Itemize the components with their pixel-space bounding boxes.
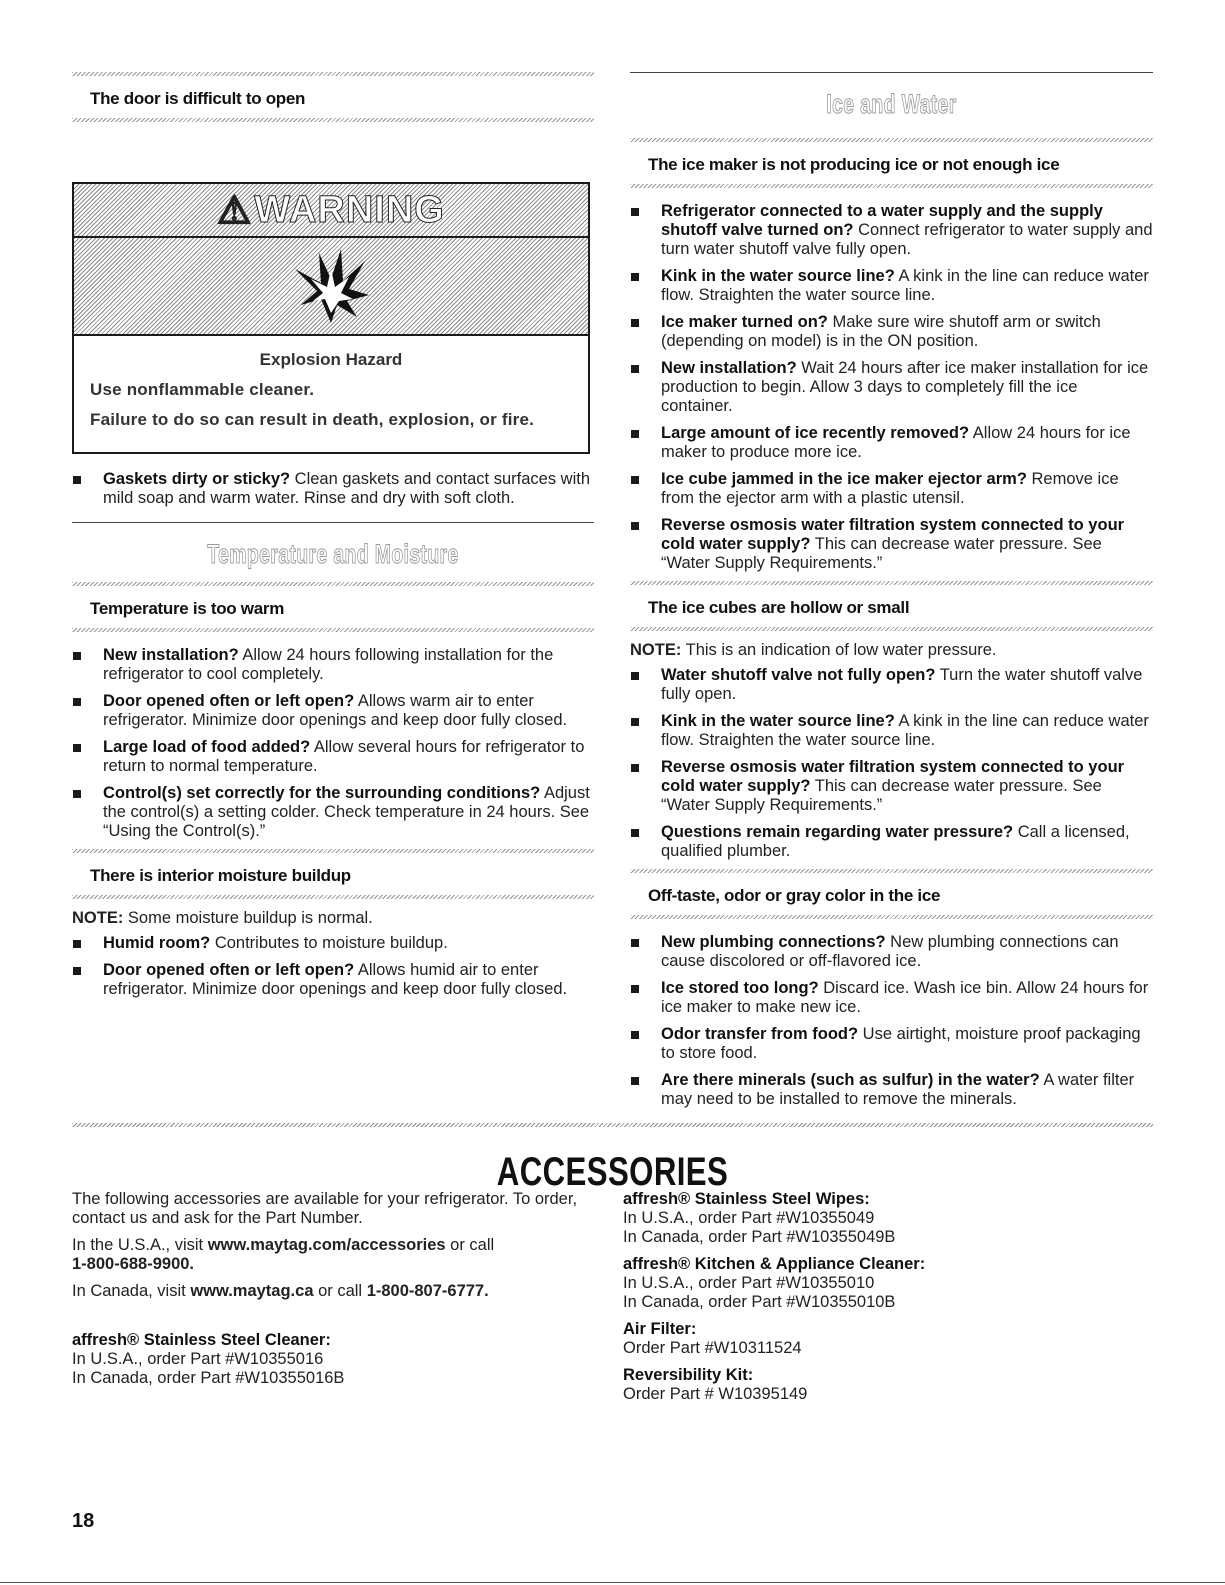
accessories-right xyxy=(623,1190,1143,1412)
list-item: Large amount of ice recently removed? Allow 24 hours for ice maker to produce more ice. xyxy=(630,424,1153,462)
accessories-usa: In the U.S.A., visit www.maytag.com/accessories or call 1-800-688-9900. xyxy=(72,1236,495,1273)
subheading-not-producing xyxy=(630,138,1153,188)
subheading-door xyxy=(72,72,594,122)
subheading-hollow xyxy=(630,581,1153,631)
list-item: Are there minerals (such as sulfur) in the water? A water filter may need to be installed to remove the minerals. xyxy=(630,1071,1153,1109)
warning-label: WARNING xyxy=(254,188,445,231)
warning-header xyxy=(74,184,588,238)
section-title-ice-water: Ice and Water xyxy=(826,89,957,119)
list-item: Reverse osmosis water filtration system connected to your cold water supply? This can decrease water pressure. See “Water Supply Requirements.” xyxy=(630,516,1153,573)
bottom-rule xyxy=(0,1582,1225,1583)
list-item: Door opened often or left open? Allows warm air to enter refrigerator. Minimize door openings and keep door fully closed. xyxy=(72,692,594,730)
right-column xyxy=(630,72,1153,1117)
warning-line-1: Use nonflammable cleaner. xyxy=(90,380,315,399)
accessories-left xyxy=(72,1190,612,1396)
accessory-item: affresh® Kitchen & Appliance Cleaner: In U.S.A., order Part #W10355010 In Canada, order Part #W10355010B xyxy=(623,1255,926,1311)
subheading-hollow-text: The ice cubes are hollow or small xyxy=(648,598,910,617)
list-item: Large load of food added? Allow several hours for refrigerator to return to normal temperature. xyxy=(72,738,594,776)
accessories-intro: The following accessories are available for your refrigerator. To order, contact us and ask for the Part Number. xyxy=(72,1190,578,1227)
list-item: Water shutoff valve not fully open? Turn the water shutoff valve fully open. xyxy=(630,666,1153,704)
list-item: Gaskets dirty or sticky? Clean gaskets and contact surfaces with mild soap and warm water. Rinse and dry with soft cloth. xyxy=(72,470,594,508)
list-item: New plumbing connections? New plumbing connections can cause discolored or off-flavored ice. xyxy=(630,933,1153,971)
list-item: Ice cube jammed in the ice maker ejector arm? Remove ice from the ejector arm with a plastic utensil. xyxy=(630,470,1153,508)
list-item: Door opened often or left open? Allows humid air to enter refrigerator. Minimize door openings and keep door fully closed. xyxy=(72,961,594,999)
subheading-moisture-text: There is interior moisture buildup xyxy=(90,866,351,885)
divider xyxy=(72,522,594,523)
list-item: Ice stored too long? Discard ice. Wash ice bin. Allow 24 hours for ice maker to make new ice. xyxy=(630,979,1153,1017)
canada-phone: 1-800-807-6777. xyxy=(366,1282,489,1300)
page-number: 18 xyxy=(72,1510,95,1532)
usa-phone: 1-800-688-9900. xyxy=(72,1255,195,1273)
accessories-canada: In Canada, visit www.maytag.ca or call 1-800-807-6777. xyxy=(72,1282,489,1300)
explosion-icon xyxy=(291,247,371,325)
list-item: Ice maker turned on? Make sure wire shutoff arm or switch (depending on model) is in the ON position. xyxy=(630,313,1153,351)
divider xyxy=(630,72,1153,73)
list-item: Kink in the water source line? A kink in the line can reduce water flow. Straighten the water source line. xyxy=(630,267,1153,305)
subheading-offtaste-text: Off-taste, odor or gray color in the ice xyxy=(648,886,941,905)
section-title-temperature: Temperature and Moisture xyxy=(207,539,459,569)
not-producing-list xyxy=(630,202,1153,573)
moisture-note: NOTE: Some moisture buildup is normal. xyxy=(72,909,373,927)
list-item: Odor transfer from food? Use airtight, moisture proof packaging to store food. xyxy=(630,1025,1153,1063)
list-item: Kink in the water source line? A kink in the line can reduce water flow. Straighten the water source line. xyxy=(630,712,1153,750)
accessory-item: Air Filter: Order Part #W10311524 xyxy=(623,1320,802,1357)
list-item: Control(s) set correctly for the surrounding conditions? Adjust the control(s) a setting colder. Check temperature in 24 hours. See “Using the Control(s).” xyxy=(72,784,594,841)
accessories-title: ACCESSORIES xyxy=(496,1150,729,1194)
accessory-item: affresh® Stainless Steel Wipes: In U.S.A., order Part #W10355049 In Canada, order Part #W10355049B xyxy=(623,1190,896,1246)
subheading-warm-text: Temperature is too warm xyxy=(90,599,285,618)
explosion-pictogram xyxy=(74,238,588,336)
subheading-offtaste xyxy=(630,869,1153,919)
subheading-door-text: The door is difficult to open xyxy=(90,89,306,108)
warning-body xyxy=(74,336,588,452)
warning-line-2: Failure to do so can result in death, explosion, or fire. xyxy=(90,410,535,429)
hollow-list xyxy=(630,666,1153,861)
accessory-item: Reversibility Kit: Order Part # W10395149 xyxy=(623,1366,808,1403)
list-item: Questions remain regarding water pressure? Call a licensed, qualified plumber. xyxy=(630,823,1153,861)
subheading-not-producing-text: The ice maker is not producing ice or not enough ice xyxy=(648,155,1060,174)
accessories-divider xyxy=(72,1123,1153,1127)
usa-url-link[interactable]: www.maytag.com/accessories xyxy=(207,1236,446,1254)
left-column xyxy=(72,72,594,1007)
canada-url-link[interactable]: www.maytag.ca xyxy=(190,1282,314,1300)
subheading-warm xyxy=(72,582,594,632)
list-item: New installation? Allow 24 hours following installation for the refrigerator to cool completely. xyxy=(72,646,594,684)
offtaste-list xyxy=(630,933,1153,1109)
list-item: Reverse osmosis water filtration system connected to your cold water supply? This can decrease water pressure. See “Water Supply Requirements.” xyxy=(630,758,1153,815)
warning-triangle-icon: ⚠ xyxy=(217,189,253,232)
accessory-item: affresh® Stainless Steel Cleaner: In U.S.A., order Part #W10355016 In Canada, order Part #W10355016B xyxy=(72,1331,345,1387)
list-item: Humid room? Contributes to moisture buildup. xyxy=(72,934,594,953)
warm-list xyxy=(72,646,594,841)
warning-box xyxy=(72,182,590,454)
subheading-moisture xyxy=(72,849,594,899)
list-item: Refrigerator connected to a water supply and the supply shutoff valve turned on? Connect refrigerator to water supply and turn water shutoff valve fully open. xyxy=(630,202,1153,259)
hollow-note: NOTE: This is an indication of low water pressure. xyxy=(630,641,997,659)
warning-title: Explosion Hazard xyxy=(259,350,403,369)
door-list xyxy=(72,470,594,508)
moisture-list xyxy=(72,934,594,999)
list-item: New installation? Wait 24 hours after ice maker installation for ice production to begin. Allow 3 days to completely fill the ice container. xyxy=(630,359,1153,416)
